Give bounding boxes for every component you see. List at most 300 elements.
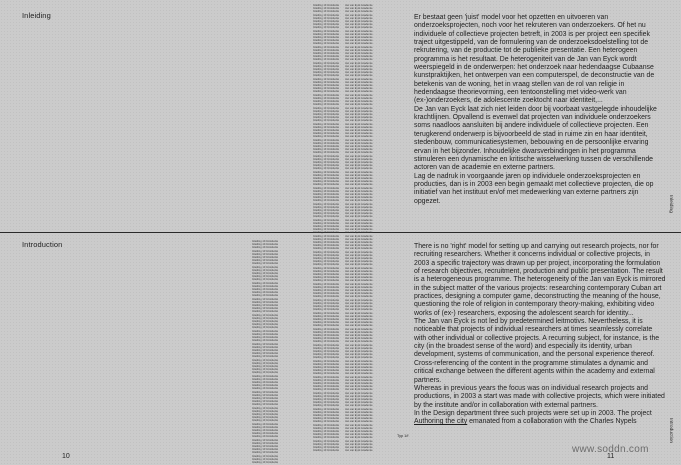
index-line: Inleiding 10 Introductie — [252, 256, 279, 260]
index-line: Inleiding 10 Introductie — [313, 430, 340, 434]
index-line: Inleiding 10 Introductie — [313, 426, 340, 430]
index-line: Jan van Eyck Academie — [345, 100, 373, 104]
index-line: Inleiding 10 Introductie — [252, 288, 279, 292]
index-line: Inleiding 10 Introductie — [313, 439, 340, 443]
index-line: Inleiding 10 Introductie — [313, 16, 340, 20]
index-line: Inleiding 10 Introductie — [252, 329, 279, 333]
index-line: Jan van Eyck Academie — [345, 407, 373, 411]
index-line: Jan van Eyck Academie — [345, 237, 373, 241]
index-line: Jan van Eyck Academie — [345, 180, 373, 184]
index-line: Inleiding 10 Introductie — [313, 77, 340, 81]
index-line: Inleiding 10 Introductie — [313, 295, 340, 299]
index-line: Inleiding 10 Introductie — [313, 410, 340, 414]
index-line: Inleiding 10 Introductie — [252, 272, 279, 276]
index-line: Inleiding 10 Introductie — [313, 305, 340, 309]
index-line: Jan van Eyck Academie — [345, 125, 373, 129]
index-line: Inleiding 10 Introductie — [252, 461, 279, 465]
index-line: Jan van Eyck Academie — [345, 122, 373, 126]
index-line: Inleiding 10 Introductie — [313, 10, 340, 14]
index-line: Jan van Eyck Academie — [345, 439, 373, 443]
index-line: Inleiding 10 Introductie — [313, 58, 340, 62]
index-line: Inleiding 10 Introductie — [313, 87, 340, 91]
index-line: Jan van Eyck Academie — [345, 343, 373, 347]
index-line: Jan van Eyck Academie — [345, 55, 373, 59]
index-line: Jan van Eyck Academie — [345, 20, 373, 24]
paragraph: Lag de nadruk in voorgaande jaren op individuele onderzoeksprojecten en producties, dan is in 2003 een begin gemaakt met collectieve projecten, die op initiatief van het instituut en/of met medewerking van externe partners zijn opgezet. — [414, 172, 654, 205]
index-line: Jan van Eyck Academie — [345, 96, 373, 100]
index-line: Inleiding 10 Introductie — [313, 391, 340, 395]
index-line: Jan van Eyck Academie — [345, 308, 373, 312]
index-line: Inleiding 10 Introductie — [252, 438, 279, 442]
index-line: Jan van Eyck Academie — [345, 192, 373, 196]
index-line: Jan van Eyck Academie — [345, 84, 373, 88]
index-line: Inleiding 10 Introductie — [252, 275, 279, 279]
index-line: Inleiding 10 Introductie — [252, 310, 279, 314]
index-line: Jan van Eyck Academie — [345, 404, 373, 408]
index-line: Inleiding 10 Introductie — [313, 449, 340, 453]
index-line: Inleiding 10 Introductie — [313, 148, 340, 152]
index-line: Jan van Eyck Academie — [345, 446, 373, 450]
index-line: Inleiding 10 Introductie — [313, 103, 340, 107]
index-line: Inleiding 10 Introductie — [313, 417, 340, 421]
index-line: Inleiding 10 Introductie — [252, 313, 279, 317]
index-line: Jan van Eyck Academie — [345, 106, 373, 110]
index-line: Jan van Eyck Academie — [345, 52, 373, 56]
index-line: Jan van Eyck Academie — [345, 234, 373, 238]
index-line: Inleiding 10 Introductie — [252, 332, 279, 336]
index-line: Jan van Eyck Academie — [345, 257, 373, 261]
index-line: Inleiding 10 Introductie — [313, 218, 340, 222]
index-line: Inleiding 10 Introductie — [313, 375, 340, 379]
index-line: Inleiding 10 Introductie — [313, 196, 340, 200]
index-line: Jan van Eyck Academie — [345, 176, 373, 180]
index-line: Jan van Eyck Academie — [345, 61, 373, 65]
index-line: Jan van Eyck Academie — [345, 372, 373, 376]
index-line: Inleiding 10 Introductie — [313, 253, 340, 257]
index-line: Inleiding 10 Introductie — [252, 348, 279, 352]
index-line: Jan van Eyck Academie — [345, 250, 373, 254]
index-line: Inleiding 10 Introductie — [252, 441, 279, 445]
index-line: Jan van Eyck Academie — [345, 205, 373, 209]
index-line: Inleiding 10 Introductie — [252, 368, 279, 372]
index-line: Inleiding 10 Introductie — [313, 394, 340, 398]
index-line: Inleiding 10 Introductie — [252, 268, 279, 272]
index-line: Inleiding 10 Introductie — [313, 330, 340, 334]
index-line: Jan van Eyck Academie — [345, 119, 373, 123]
index-line: Jan van Eyck Academie — [345, 241, 373, 245]
index-line: Inleiding 10 Introductie — [313, 324, 340, 328]
index-line: Jan van Eyck Academie — [345, 337, 373, 341]
index-line: Inleiding 10 Introductie — [313, 423, 340, 427]
index-line: Jan van Eyck Academie — [345, 295, 373, 299]
index-line: Jan van Eyck Academie — [345, 330, 373, 334]
index-line: Jan van Eyck Academie — [345, 128, 373, 132]
index-line: Inleiding 10 Introductie — [313, 237, 340, 241]
index-line: Jan van Eyck Academie — [345, 209, 373, 212]
index-line: Jan van Eyck Academie — [345, 327, 373, 331]
index-line: Inleiding 10 Introductie — [313, 401, 340, 405]
index-line: Jan van Eyck Academie — [345, 353, 373, 357]
index-line: Inleiding 10 Introductie — [252, 294, 279, 298]
index-line: Jan van Eyck Academie — [345, 356, 373, 360]
index-line: Inleiding 10 Introductie — [313, 45, 340, 49]
index-line: Inleiding 10 Introductie — [252, 448, 279, 452]
index-line: Inleiding 10 Introductie — [252, 390, 279, 394]
side-label-en: Introduction — [668, 418, 673, 444]
page-number-right: 11 — [607, 453, 615, 460]
index-line: Inleiding 10 Introductie — [313, 404, 340, 408]
index-line: Inleiding 10 Introductie — [313, 20, 340, 24]
index-line: Inleiding 10 Introductie — [252, 259, 279, 263]
index-line: Inleiding 10 Introductie — [252, 445, 279, 448]
index-line: Inleiding 10 Introductie — [313, 138, 340, 142]
index-line: Jan van Eyck Academie — [345, 29, 373, 33]
paragraph: De Jan van Eyck laat zich niet leiden door bij voorbaat vastgelegde inhoudelijke krachtlijnen. Opvallend is evenwel dat projecten van individuele onderzoekers soms naadloos aansluiten bij andere individuele of collectieve projecten. Een terugkerend onderwerp is bijvoorbeeld de stad in ruime zin en haar identiteit, stedenbouw, communicatiesystemen, bebouwing en de persoonlijke ervaring ervan in het bijzonder. Inhoudelijke dwarsverbindingen in het programma stimuleren een dynamische en kritische wisselwerking tussen de verschillende actoren van de academie en externe partners. — [414, 105, 657, 172]
index-line: Jan van Eyck Academie — [345, 349, 373, 353]
index-line: Inleiding 10 Introductie — [313, 173, 340, 177]
index-line: Jan van Eyck Academie — [345, 167, 373, 171]
index-line: Jan van Eyck Academie — [345, 359, 373, 363]
index-line: Jan van Eyck Academie — [345, 196, 373, 200]
index-line: Inleiding 10 Introductie — [313, 128, 340, 132]
index-line: Jan van Eyck Academie — [345, 64, 373, 68]
index-line: Inleiding 10 Introductie — [313, 289, 340, 293]
index-line: Inleiding 10 Introductie — [313, 308, 340, 312]
index-line: Inleiding 10 Introductie — [252, 316, 279, 320]
index-line: Jan van Eyck Academie — [345, 247, 373, 251]
index-line: Inleiding 10 Introductie — [313, 48, 340, 52]
index-line: Jan van Eyck Academie — [345, 87, 373, 91]
index-line: Jan van Eyck Academie — [345, 45, 373, 49]
index-line: Jan van Eyck Academie — [345, 314, 373, 318]
index-line: Inleiding 10 Introductie — [313, 231, 340, 235]
index-line: Inleiding 10 Introductie — [252, 297, 279, 301]
index-line: Jan van Eyck Academie — [345, 285, 373, 289]
index-line: Inleiding 10 Introductie — [313, 436, 340, 440]
index-line: Jan van Eyck Academie — [345, 375, 373, 379]
index-line: Inleiding 10 Introductie — [313, 365, 340, 369]
index-line: Jan van Eyck Academie — [345, 32, 373, 36]
index-line: Inleiding 10 Introductie — [252, 380, 279, 384]
index-line: Inleiding 10 Introductie — [313, 68, 340, 72]
index-line: Inleiding 10 Introductie — [252, 326, 279, 330]
paragraph: The Jan van Eyck is not led by predetermined leitmotivs. Nevertheless, it is noticeable that projects of individual researchers at times seamlessly correlate with other individual or collective projects. A recurring subject, for instance, is the city (in the broadest sense of the word) and especially its identity, urban development, systems of communication, and the personal experience thereof. Cross-referencing of the content in the programme stimulates a dynamic and critical exchange between the different agents within the academy and external partners. — [414, 318, 660, 384]
index-line: Inleiding 10 Introductie — [313, 116, 340, 120]
index-line: Inleiding 10 Introductie — [252, 323, 279, 327]
index-line: Inleiding 10 Introductie — [313, 362, 340, 366]
index-line: Inleiding 10 Introductie — [313, 64, 340, 68]
index-line: Inleiding 10 Introductie — [252, 281, 279, 285]
index-line: Inleiding 10 Introductie — [313, 266, 340, 270]
index-line: Inleiding 10 Introductie — [313, 276, 340, 280]
index-line: Jan van Eyck Academie — [345, 276, 373, 280]
index-line: Inleiding 10 Introductie — [252, 352, 279, 356]
index-line: Jan van Eyck Academie — [345, 103, 373, 107]
index-line: Inleiding 10 Introductie — [313, 343, 340, 347]
index-line: Inleiding 10 Introductie — [252, 374, 279, 378]
index-line: Jan van Eyck Academie — [345, 13, 373, 17]
index-line: Jan van Eyck Academie — [345, 305, 373, 309]
index-line: Jan van Eyck Academie — [345, 132, 373, 136]
index-line: Inleiding 10 Introductie — [252, 435, 279, 439]
index-line: Inleiding 10 Introductie — [313, 212, 340, 216]
index-line: Jan van Eyck Academie — [345, 423, 373, 427]
index-line: Jan van Eyck Academie — [345, 420, 373, 424]
index-line: Inleiding 10 Introductie — [313, 311, 340, 315]
index-line: Jan van Eyck Academie — [345, 417, 373, 421]
index-line: Inleiding 10 Introductie — [313, 55, 340, 59]
index-line: Inleiding 10 Introductie — [313, 180, 340, 184]
index-line: Jan van Eyck Academie — [345, 430, 373, 434]
index-line: Jan van Eyck Academie — [345, 414, 373, 417]
index-line: Inleiding 10 Introductie — [313, 420, 340, 424]
index-line: Inleiding 10 Introductie — [313, 340, 340, 344]
index-line: Inleiding 10 Introductie — [252, 291, 279, 295]
index-line: Jan van Eyck Academie — [345, 263, 373, 267]
index-line: Inleiding 10 Introductie — [313, 96, 340, 100]
index-line: Inleiding 10 Introductie — [252, 246, 279, 250]
index-line: Jan van Eyck Academie — [345, 228, 373, 232]
watermark: www.soddn.com — [572, 444, 649, 455]
section-title-nl: Inleiding — [22, 11, 51, 20]
body-text-nl — [414, 14, 666, 206]
index-line: Jan van Eyck Academie — [345, 170, 373, 174]
index-line: Inleiding 10 Introductie — [313, 119, 340, 123]
index-line: Inleiding 10 Introductie — [313, 327, 340, 331]
index-line: Jan van Eyck Academie — [345, 74, 373, 78]
index-line: Inleiding 10 Introductie — [252, 345, 279, 349]
index-line: Inleiding 10 Introductie — [313, 135, 340, 139]
index-line: Jan van Eyck Academie — [345, 116, 373, 120]
index-line: Inleiding 10 Introductie — [313, 241, 340, 245]
paragraph — [414, 410, 666, 427]
index-line: Inleiding 10 Introductie — [313, 42, 340, 46]
index-line: Jan van Eyck Academie — [345, 218, 373, 222]
index-line: Inleiding 10 Introductie — [313, 279, 340, 283]
index-line: Inleiding 10 Introductie — [313, 285, 340, 289]
index-line: Inleiding 10 Introductie — [252, 364, 279, 368]
index-line: Inleiding 10 Introductie — [313, 337, 340, 341]
index-line: Inleiding 10 Introductie — [313, 39, 340, 43]
index-line: Jan van Eyck Academie — [345, 362, 373, 366]
index-line: Inleiding 10 Introductie — [313, 154, 340, 158]
page-number-left: 10 — [62, 453, 70, 460]
index-line: Jan van Eyck Academie — [345, 225, 373, 229]
index-line: Inleiding 10 Introductie — [252, 320, 279, 324]
index-line: Jan van Eyck Academie — [345, 449, 373, 453]
index-line: Inleiding 10 Introductie — [313, 378, 340, 382]
index-line: Inleiding 10 Introductie — [313, 314, 340, 318]
index-line: Inleiding 10 Introductie — [313, 372, 340, 376]
index-line: Inleiding 10 Introductie — [313, 260, 340, 264]
index-column-b — [345, 4, 391, 462]
index-line: Inleiding 10 Introductie — [313, 36, 340, 40]
index-line: Inleiding 10 Introductie — [313, 151, 340, 155]
index-line: Inleiding 10 Introductie — [313, 321, 340, 325]
index-line: Inleiding 10 Introductie — [252, 265, 279, 269]
index-line: Jan van Eyck Academie — [345, 157, 373, 161]
index-line: Inleiding 10 Introductie — [313, 346, 340, 350]
paragraph: There is no 'right' model for setting up and carrying out research projects, nor for recruiting researchers. Whether it concerns individual or collective projects, in 2003 a specific trajectory was drawn up per project, incorporating the formulation of research objectives, recruitment, production and public presentation. The result is a heterogeneous programme. The heterogeneity of the Jan van Eyck is mirrored in the subject matter of the various projects: researching contemporary Cuban art practices, designing a computer game, deconstructing the meaning of the house, questioning the role of religion in contemporary theory-making, exhibiting video works of (ex-) researchers, exposing the adolescent search for identity... — [414, 243, 666, 317]
index-line: Jan van Eyck Academie — [345, 317, 373, 321]
index-line: Jan van Eyck Academie — [345, 381, 373, 385]
index-line: Jan van Eyck Academie — [345, 273, 373, 277]
index-line: Inleiding 10 Introductie — [252, 304, 279, 308]
index-line: Inleiding 10 Introductie — [252, 307, 279, 311]
index-line: Inleiding 10 Introductie — [313, 183, 340, 187]
index-line: Inleiding 10 Introductie — [252, 377, 279, 381]
index-line: Inleiding 10 Introductie — [252, 419, 279, 423]
index-line: Inleiding 10 Introductie — [313, 407, 340, 411]
index-line: Inleiding 10 Introductie — [313, 356, 340, 360]
index-column-a — [313, 4, 343, 462]
index-line: Inleiding 10 Introductie — [313, 144, 340, 148]
index-line: Inleiding 10 Introductie — [313, 84, 340, 88]
index-line: Jan van Eyck Academie — [345, 388, 373, 392]
index-line: Jan van Eyck Academie — [345, 266, 373, 270]
index-line: Jan van Eyck Academie — [345, 397, 373, 401]
index-line: Inleiding 10 Introductie — [252, 358, 279, 362]
index-line: Inleiding 10 Introductie — [252, 428, 279, 432]
index-line: Jan van Eyck Academie — [345, 289, 373, 293]
index-line: Jan van Eyck Academie — [345, 154, 373, 158]
index-line: Jan van Eyck Academie — [345, 26, 373, 30]
index-line: Inleiding 10 Introductie — [313, 381, 340, 385]
index-line: Jan van Eyck Academie — [345, 394, 373, 398]
index-line: Jan van Eyck Academie — [345, 365, 373, 369]
index-line: Jan van Eyck Academie — [345, 221, 373, 225]
index-line: Jan van Eyck Academie — [345, 10, 373, 14]
index-line: Inleiding 10 Introductie — [313, 353, 340, 357]
index-line: Inleiding 10 Introductie — [313, 29, 340, 33]
index-line: Jan van Eyck Academie — [345, 298, 373, 302]
index-line: Inleiding 10 Introductie — [313, 234, 340, 238]
index-line: Inleiding 10 Introductie — [252, 403, 279, 407]
index-line: Inleiding 10 Introductie — [313, 170, 340, 174]
index-line: Inleiding 10 Introductie — [252, 240, 279, 243]
paragraph-text: In the Design department three such projects were set up in 2003. The project — [414, 409, 652, 417]
index-line: Inleiding 10 Introductie — [313, 74, 340, 78]
index-line: Inleiding 10 Introductie — [252, 425, 279, 429]
index-line: Jan van Eyck Academie — [345, 292, 373, 296]
index-line: Inleiding 10 Introductie — [313, 333, 340, 337]
index-line: Jan van Eyck Academie — [345, 333, 373, 337]
index-line: Jan van Eyck Academie — [345, 311, 373, 315]
index-line: Jan van Eyck Academie — [345, 321, 373, 325]
index-line: Inleiding 10 Introductie — [252, 300, 279, 304]
index-line: Jan van Eyck Academie — [345, 4, 373, 7]
index-line: Inleiding 10 Introductie — [252, 409, 279, 413]
index-line: Inleiding 10 Introductie — [252, 416, 279, 420]
index-line: Inleiding 10 Introductie — [313, 26, 340, 30]
index-line: Jan van Eyck Academie — [345, 23, 373, 27]
index-line: Jan van Eyck Academie — [345, 109, 373, 113]
index-line: Inleiding 10 Introductie — [313, 80, 340, 84]
index-line: Jan van Eyck Academie — [345, 436, 373, 440]
index-line: Inleiding 10 Introductie — [313, 221, 340, 225]
paragraph-text: emanated from a collaboration with the Charles Nypels — [467, 418, 637, 426]
index-line: Jan van Eyck Academie — [345, 7, 373, 11]
index-line: Inleiding 10 Introductie — [313, 317, 340, 321]
index-line: Jan van Eyck Academie — [345, 141, 373, 145]
index-line: Jan van Eyck Academie — [345, 231, 373, 235]
index-line: Jan van Eyck Academie — [345, 138, 373, 142]
index-line: Inleiding 10 Introductie — [252, 249, 279, 253]
index-line: Inleiding 10 Introductie — [313, 250, 340, 254]
index-line: Inleiding 10 Introductie — [252, 412, 279, 416]
index-line: Inleiding 10 Introductie — [252, 342, 279, 346]
index-line: Inleiding 10 Introductie — [252, 393, 279, 397]
index-line: Inleiding 10 Introductie — [313, 349, 340, 353]
index-line: Inleiding 10 Introductie — [252, 432, 279, 436]
index-line: Inleiding 10 Introductie — [313, 141, 340, 145]
index-line: Inleiding 10 Introductie — [313, 61, 340, 65]
index-line: Jan van Eyck Academie — [345, 183, 373, 187]
index-line: Jan van Eyck Academie — [345, 301, 373, 305]
index-line: Inleiding 10 Introductie — [313, 199, 340, 203]
index-line: Jan van Eyck Academie — [345, 346, 373, 350]
index-line: Jan van Eyck Academie — [345, 244, 373, 248]
index-line: Jan van Eyck Academie — [345, 189, 373, 193]
index-line: Inleiding 10 Introductie — [313, 32, 340, 36]
side-label-nl: Inleiding — [668, 195, 673, 213]
index-line: Jan van Eyck Academie — [345, 212, 373, 216]
index-line: Inleiding 10 Introductie — [313, 244, 340, 248]
margin-note: Typ 1/f — [397, 434, 409, 438]
index-line: Jan van Eyck Academie — [345, 48, 373, 52]
index-line: Inleiding 10 Introductie — [313, 202, 340, 206]
index-line: Jan van Eyck Academie — [345, 93, 373, 97]
index-line: Jan van Eyck Academie — [345, 186, 373, 190]
index-line: Inleiding 10 Introductie — [313, 269, 340, 273]
index-line: Jan van Eyck Academie — [345, 215, 373, 219]
underlined-phrase: Authoring the city — [414, 418, 468, 426]
index-line: Inleiding 10 Introductie — [313, 164, 340, 168]
index-line: Jan van Eyck Academie — [345, 253, 373, 257]
index-line: Inleiding 10 Introductie — [313, 189, 340, 193]
index-line: Inleiding 10 Introductie — [313, 369, 340, 373]
index-line: Inleiding 10 Introductie — [252, 457, 279, 461]
index-line: Inleiding 10 Introductie — [313, 186, 340, 190]
index-line: Jan van Eyck Academie — [345, 199, 373, 203]
index-line: Inleiding 10 Introductie — [252, 387, 279, 391]
index-line: Inleiding 10 Introductie — [252, 454, 279, 458]
index-line: Inleiding 10 Introductie — [313, 122, 340, 126]
index-line: Inleiding 10 Introductie — [252, 262, 279, 266]
index-line: Jan van Eyck Academie — [345, 426, 373, 430]
index-line: Inleiding 10 Introductie — [313, 106, 340, 110]
index-line: Inleiding 10 Introductie — [252, 406, 279, 410]
index-line: Jan van Eyck Academie — [345, 442, 373, 446]
index-line: Inleiding 10 Introductie — [313, 23, 340, 27]
index-line: Jan van Eyck Academie — [345, 160, 373, 164]
index-line: Inleiding 10 Introductie — [313, 215, 340, 219]
index-line: Jan van Eyck Academie — [345, 58, 373, 62]
index-line: Inleiding 10 Introductie — [313, 167, 340, 171]
index-line: Jan van Eyck Academie — [345, 39, 373, 43]
section-title-en: Introduction — [22, 240, 63, 249]
index-line: Inleiding 10 Introductie — [313, 112, 340, 116]
index-line: Inleiding 10 Introductie — [313, 247, 340, 251]
index-line: Jan van Eyck Academie — [345, 433, 373, 437]
index-line: Inleiding 10 Introductie — [252, 284, 279, 288]
index-line: Inleiding 10 Introductie — [313, 157, 340, 161]
index-line: Inleiding 10 Introductie — [313, 292, 340, 296]
body-text-en — [414, 243, 666, 427]
index-line: Jan van Eyck Academie — [345, 378, 373, 382]
index-line: Inleiding 10 Introductie — [313, 109, 340, 113]
index-line: Jan van Eyck Academie — [345, 282, 373, 286]
